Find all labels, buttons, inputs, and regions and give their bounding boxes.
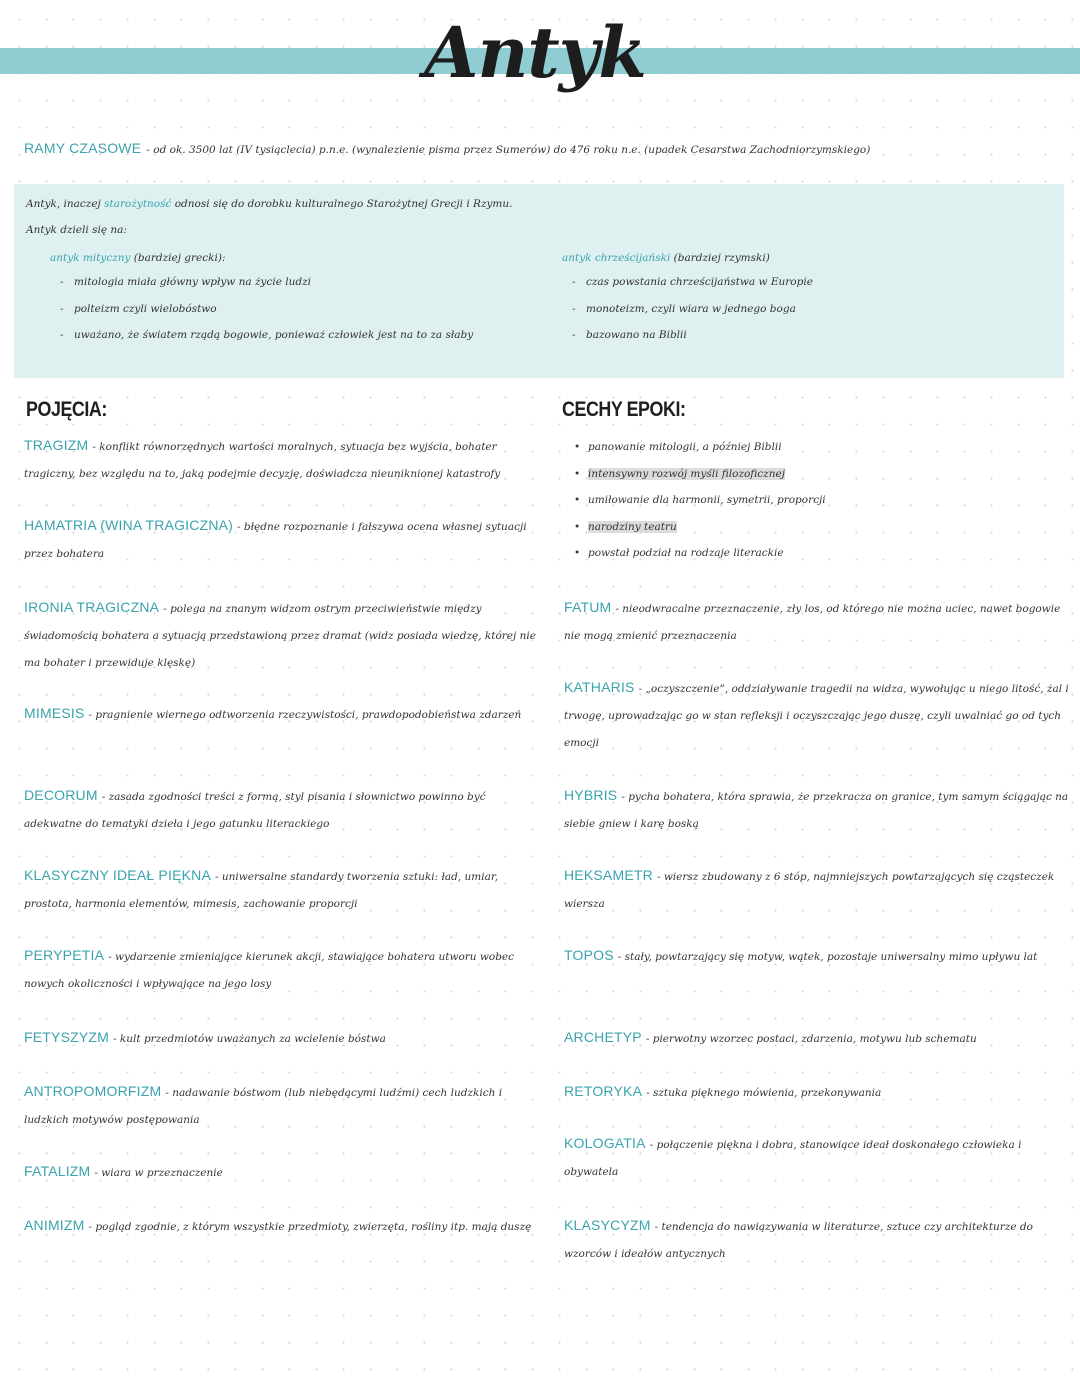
term-definition: - kult przedmiotów uważanych za wcielenie bóstwa <box>113 1033 386 1045</box>
term-definition: - wiara w przeznaczenie <box>94 1167 223 1179</box>
term-definition: - tendencja do nawiązywania w literaturze, sztuce czy architekturze do wzorców i ideałów antycznych <box>564 1221 1033 1260</box>
antyk-chrzescijanski-note: (bardziej rzymski) <box>670 252 770 264</box>
term-definition: - połączenie piękna i dobra, stanowiące ideał doskonałego człowieka i obywatela <box>564 1139 1022 1178</box>
term-label: TOPOS <box>564 947 614 963</box>
time-frame-label: RAMY CZASOWE <box>24 140 142 156</box>
term-definition: - uniwersalne standardy tworzenia sztuki: ład, umiar, prostota, harmonia elementów, mimesis, zachowanie proporcji <box>24 871 499 910</box>
term-definition: - polega na znanym widzom ostrym przeciwieństwie między świadomością bohatera a sytuacją przedstawioną przez dramat (widz posiada wiedzę, której nie ma bohater i przewiduje klęskę) <box>24 603 536 669</box>
term-tragizm <box>24 432 539 488</box>
term-label: MIMESIS <box>24 705 85 721</box>
term-definition: - błędne rozpoznanie i fałszywa ocena własnej sytuacji przez bohatera <box>24 521 527 560</box>
term-antropomorfizm <box>24 1078 539 1134</box>
term-retoryka <box>564 1078 1069 1107</box>
term-label: RETORYKA <box>564 1083 643 1099</box>
term-definition: - sztuka pięknego mówienia, przekonywania <box>646 1087 882 1099</box>
term-archetyp <box>564 1024 1069 1053</box>
term-label: ARCHETYP <box>564 1029 642 1045</box>
intro-highlight: starożytność <box>104 198 172 210</box>
term-definition: - „oczyszczenie”, oddziaływanie tragedii na widza, wywołując u niego litość, żal i trwogę, uprowadzając go w stan refleksji i oczyszczając jego duszę, czyli uwalniać go od tych emocji <box>564 683 1069 749</box>
term-label: FATUM <box>564 599 612 615</box>
term-label: HYBRIS <box>564 787 618 803</box>
antyk-mityczny-label: antyk mityczny <box>50 252 131 264</box>
term-label: ANIMIZM <box>24 1217 85 1233</box>
term-katharis <box>564 674 1069 757</box>
term-label: PERYPETIA <box>24 947 105 963</box>
list-item: • umiłowanie dla harmonii, symetrii, proporcji <box>574 487 1054 514</box>
list-item: • panowanie mitologii, a później Biblii <box>574 434 1054 461</box>
list-item <box>574 461 1054 488</box>
time-frame-text: - od ok. 3500 lat (IV tysiąclecia) p.n.e. (wynalezienie pisma przez Sumerów) do 476 roku n.e. (upadek Cesarstwa Zachodniorzymskiego) <box>146 144 871 156</box>
term-hamatria <box>24 512 539 568</box>
term-label: HAMATRIA (WINA TRAGICZNA) <box>24 517 234 533</box>
term-definition: - wiersz zbudowany z 6 stóp, najmniejszych powtarzających się cząsteczek wiersza <box>564 871 1055 910</box>
term-definition: - nieodwracalne przeznaczenie, zły los, od którego nie można uciec, nawet bogowie nie mogą zmienić przeznaczenia <box>564 603 1061 642</box>
list-item: - mitologia miała główny wpływ na życie ludzi <box>60 269 520 296</box>
intro-line-1 <box>26 194 513 214</box>
term-label: KLASYCYZM <box>564 1217 651 1233</box>
term-label: HEKSAMETR <box>564 867 653 883</box>
term-hybris <box>564 782 1069 838</box>
term-definition: - stały, powtarzający się motyw, wątek, pozostaje uniwersalny mimo upływu lat <box>617 951 1038 963</box>
term-label: KLASYCZNY IDEAŁ PIĘKNA <box>24 867 211 883</box>
term-label: KATHARIS <box>564 679 635 695</box>
antyk-chrzescijanski-block <box>562 247 1042 349</box>
antyk-mityczny-block <box>50 247 520 349</box>
antyk-mityczny-list <box>60 269 520 349</box>
term-definition: - pragnienie wiernego odtworzenia rzeczywistości, prawdopodobieństwa zdarzeń <box>88 709 522 721</box>
term-animizm <box>24 1212 539 1241</box>
intro-line-2: Antyk dzieli się na: <box>26 224 127 236</box>
term-klasyczny-ideal-piekna <box>24 862 539 918</box>
term-definition: - nadawanie bóstwom (lub niebędącymi ludźmi) cech ludzkich i ludzkich motywów postępowania <box>24 1087 503 1126</box>
term-definition: - wydarzenie zmieniające kierunek akcji, stawiające bohatera utworu wobec nowych okoliczności i wpływające na jego losy <box>24 951 515 990</box>
term-perypetia <box>24 942 539 998</box>
list-item: - czas powstania chrześcijaństwa w Europie <box>572 269 1042 296</box>
intro-text-end: odnosi się do dorobku kulturalnego Starożytnej Grecji i Rzymu. <box>171 198 513 210</box>
list-item <box>574 514 1054 541</box>
term-label: FATALIZM <box>24 1163 91 1179</box>
antyk-mityczny-title <box>50 247 520 269</box>
term-label: ANTROPOMORFIZM <box>24 1083 162 1099</box>
term-kologatia <box>564 1130 1069 1186</box>
page-title: Antyk <box>424 11 646 94</box>
term-label: FETYSZYZM <box>24 1029 110 1045</box>
list-item: • powstał podział na rodzaje literackie <box>574 540 1054 567</box>
term-definition: - konflikt równorzędnych wartości moralnych, sytuacja bez wyjścia, bohater tragiczny, bez względu na to, jaką podejmie decyzję, doświadcza nieuniknionej katastrofy <box>24 441 501 480</box>
term-definition: - zasada zgodności treści z formą, styl pisania i słownictwo powinno być adekwatne do tematyki dzieła i jego gatunku literackiego <box>24 791 486 830</box>
cechy-list <box>574 434 1054 567</box>
term-mimesis <box>24 700 539 729</box>
antyk-chrzescijanski-title <box>562 247 1042 269</box>
term-fetyszyzm <box>24 1024 539 1053</box>
term-decorum <box>24 782 539 838</box>
term-label: DECORUM <box>24 787 98 803</box>
antyk-chrzescijanski-list <box>572 269 1042 349</box>
term-definition: - pycha bohatera, która sprawia, że przekracza on granice, tym samym ściągając na siebie gniew i karę boską <box>564 791 1069 830</box>
antyk-mityczny-note: (bardziej grecki): <box>130 252 226 264</box>
highlighted-text: narodziny teatru <box>588 520 677 533</box>
list-item: - bazowano na Biblii <box>572 322 1042 349</box>
term-heksametr <box>564 862 1069 918</box>
pojecia-heading: POJĘCIA: <box>26 398 107 421</box>
highlighted-text: intensywny rozwój myśli filozoficznej <box>588 467 785 480</box>
term-fatalizm <box>24 1158 539 1187</box>
term-klasycyzm <box>564 1212 1069 1268</box>
term-topos <box>564 942 1069 971</box>
term-definition: - pogląd zgodnie, z którym wszystkie przedmioty, zwierzęta, rośliny itp. mają duszę <box>88 1221 532 1233</box>
cechy-list-block <box>574 434 1054 567</box>
list-item: - monoteizm, czyli wiara w jednego boga <box>572 296 1042 323</box>
antyk-chrzescijanski-label: antyk chrześcijański <box>562 252 671 264</box>
term-label: KOLOGATIA <box>564 1135 646 1151</box>
term-label: IRONIA TRAGICZNA <box>24 599 160 615</box>
term-ironia-tragiczna <box>24 594 539 677</box>
term-fatum <box>564 594 1069 650</box>
term-label: TRAGIZM <box>24 437 89 453</box>
term-definition: - pierwotny wzorzec postaci, zdarzenia, motywu lub schematu <box>645 1033 977 1045</box>
cechy-heading: CECHY EPOKI: <box>562 398 686 421</box>
time-frame <box>24 136 1064 162</box>
list-item: - polteizm czyli wielobóstwo <box>60 296 520 323</box>
intro-text: Antyk, inaczej <box>26 198 105 210</box>
list-item: - uważano, że światem rządą bogowie, ponieważ człowiek jest na to za słaby <box>60 322 504 349</box>
